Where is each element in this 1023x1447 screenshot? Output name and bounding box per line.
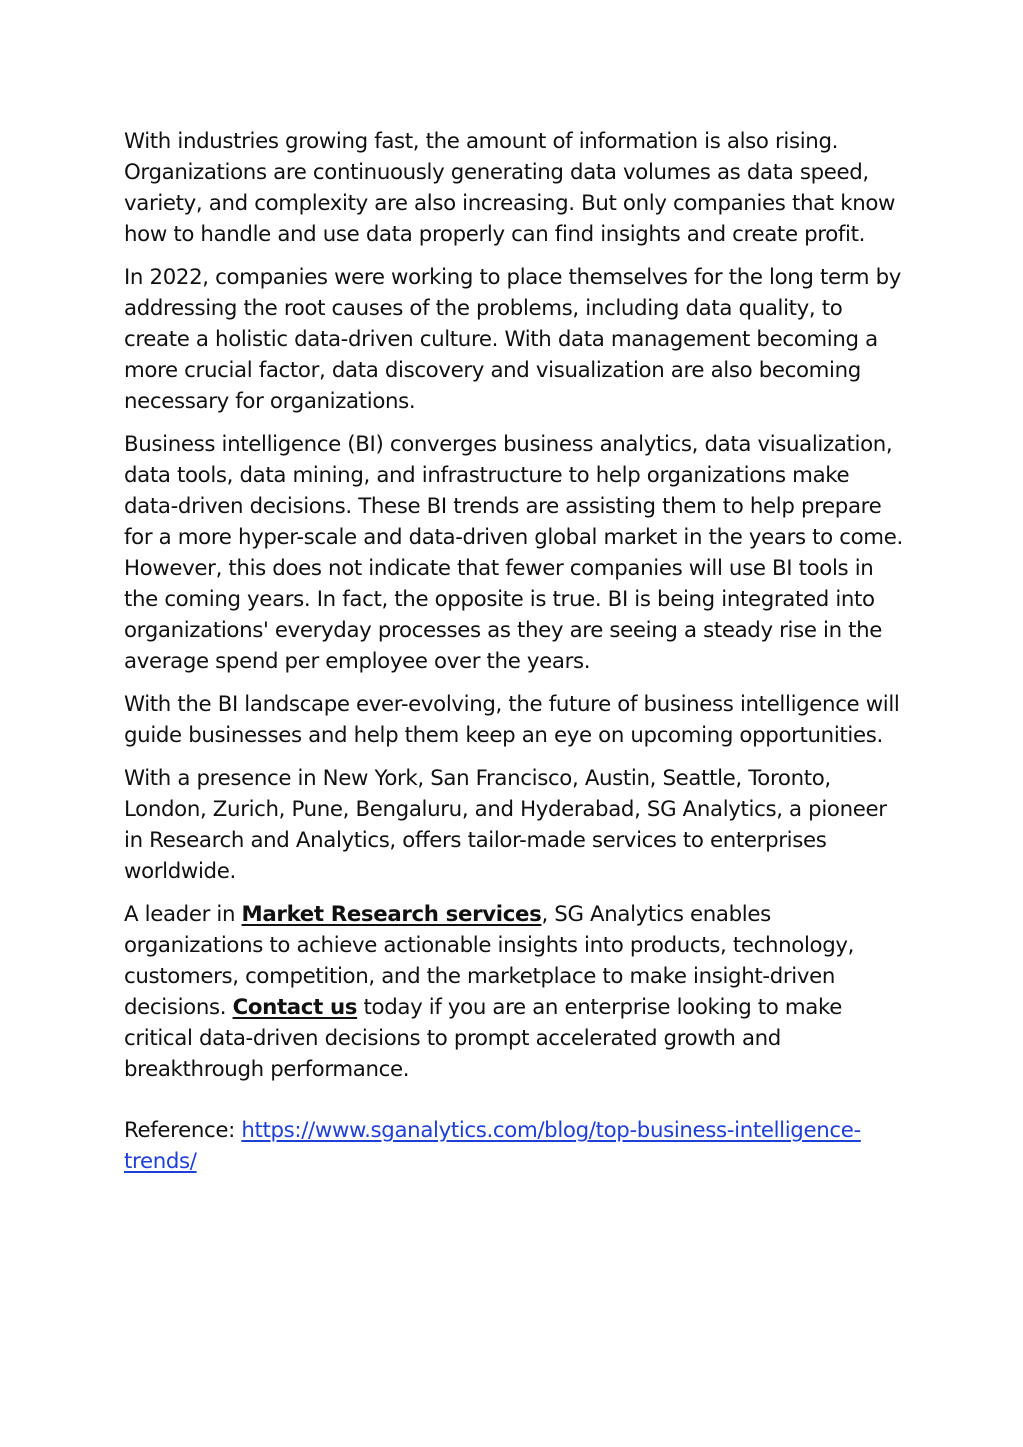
paragraph-bi-definition: Business intelligence (BI) converges business analytics, data visualization, data tools, data mining, and infrastructure to help organizations make data-driven decisions. These BI trends are assisting them to help prepare for a more hyper-scale and data-driven global market in the years to come. However, this does not indicate that fewer companies will use BI tools in the coming years. In fact, the opposite is true. BI is being integrated into organizations' everyday processes as they are seeing a steady rise in the average spend per employee over the years. (124, 432, 903, 674)
reference-url-link[interactable]: https://www.sganalytics.com/blog/top-business-intelligence-trends/ (124, 1118, 861, 1174)
reference-line (124, 1115, 904, 1177)
reference-label: Reference: (124, 1118, 242, 1143)
document-page (124, 126, 904, 1189)
paragraph-intro: With industries growing fast, the amount of information is also rising. Organizations are continuously generating data volumes as data speed, variety, and complexity are also increasing. But only companies that know how to handle and use data properly can find insights and create profit. (124, 129, 896, 247)
cta-suffix: today if you are an enterprise looking to make critical data-driven decisions to prompt accelerated growth and breakthrough performance. (124, 995, 842, 1082)
paragraph-cta (124, 899, 904, 1085)
paragraph-2022: In 2022, companies were working to place themselves for the long term by addressing the root causes of the problems, including data quality, to create a holistic data-driven culture. With data management becoming a more crucial factor, data discovery and visualization are also becoming necessary for organizations. (124, 265, 902, 414)
paragraph-bi-landscape: With the BI landscape ever-evolving, the future of business intelligence will guide businesses and help them keep an eye on upcoming opportunities. (124, 692, 900, 748)
contact-us-link[interactable]: Contact us (232, 995, 358, 1020)
cta-prefix: A leader in (124, 902, 242, 927)
paragraph-presence: With a presence in New York, San Francisco, Austin, Seattle, Toronto, London, Zurich, Pune, Bengaluru, and Hyderabad, SG Analytics, a pioneer in Research and Analytics, offers tailor-made services to enterprises worldwide. (124, 766, 887, 884)
market-research-link[interactable]: Market Research services (241, 902, 542, 927)
cta-middle: , SG Analytics enables organizations to achieve actionable insights into products, technology, customers, competition, and the marketplace to make insight-driven decisions. (124, 902, 855, 1020)
